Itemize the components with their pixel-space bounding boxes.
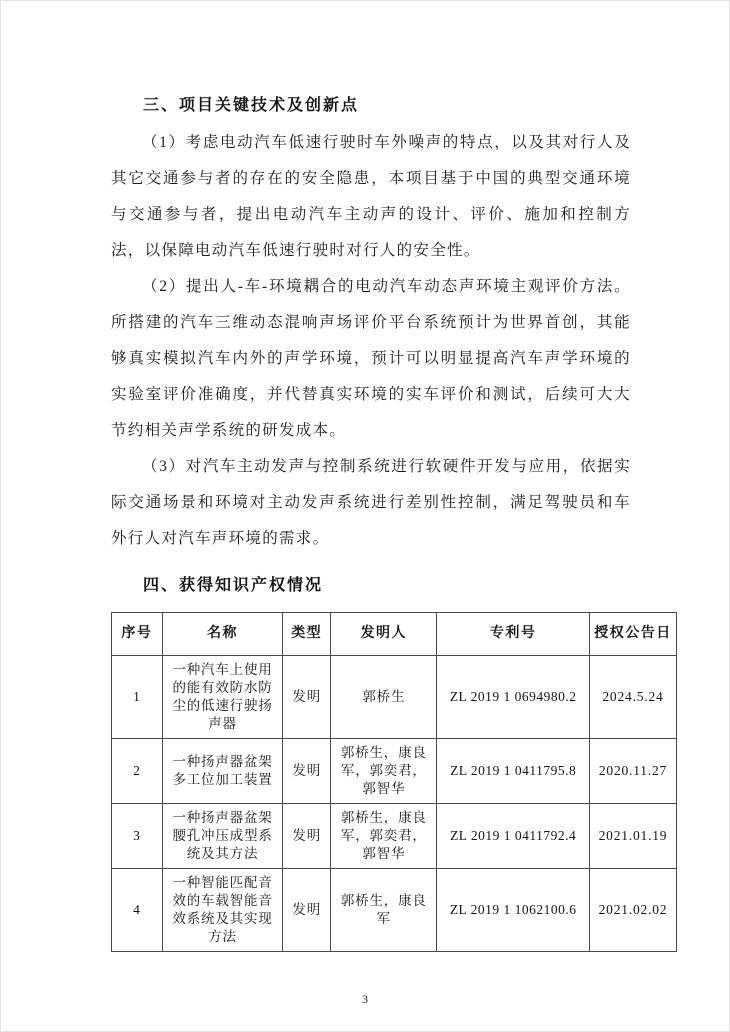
table-header-cell: 发明人	[331, 613, 437, 656]
table-row	[112, 869, 677, 952]
table-header-cell: 类型	[283, 613, 331, 656]
table-header-row	[112, 613, 677, 656]
table-cell: 发明	[283, 804, 331, 869]
table-cell: 1	[112, 656, 163, 739]
table-row	[112, 656, 677, 739]
document-body	[111, 87, 672, 952]
table-cell: 一种扬声器盆架多工位加工装置	[162, 739, 282, 804]
section3-paragraph-1: （1）考虑电动汽车低速行驶时车外噪声的特点，以及其对行人及其它交通参与者的存在的安全隐患，本项目基于中国的典型交通环境与交通参与者，提出电动汽车主动声的设计、评价、施加和控制方法，以保障电动汽车低速行驶时对行人的安全性。	[111, 134, 631, 259]
table-cell: 4	[112, 869, 163, 952]
table-cell: 郭桥生	[331, 656, 437, 739]
table-cell: 2020.11.27	[589, 739, 676, 804]
table-cell: ZL 2019 1 1062100.6	[437, 869, 590, 952]
table-row	[112, 739, 677, 804]
table-cell: ZL 2019 1 0411795.8	[437, 739, 590, 804]
table-header-cell: 授权公告日	[589, 613, 676, 656]
patents-table-body	[112, 656, 677, 952]
table-row	[112, 804, 677, 869]
table-cell: 2021.01.19	[589, 804, 676, 869]
page-number: 3	[362, 992, 368, 1006]
table-cell: 2024.5.24	[589, 656, 676, 739]
table-cell: 郭桥生，康良军	[331, 869, 437, 952]
table-cell: 发明	[283, 869, 331, 952]
table-cell: 一种扬声器盆架腰孔冲压成型系统及其方法	[162, 804, 282, 869]
table-cell: ZL 2019 1 0411792.4	[437, 804, 590, 869]
section4-heading: 四、获得知识产权情况	[143, 577, 324, 594]
patents-table	[111, 612, 677, 952]
table-header-cell: 名称	[162, 613, 282, 656]
table-header-cell: 序号	[112, 613, 163, 656]
table-cell: 3	[112, 804, 163, 869]
table-cell: 2021.02.02	[589, 869, 676, 952]
section3-heading: 三、项目关键技术及创新点	[143, 97, 360, 114]
table-cell: 一种智能匹配音效的车载智能音效系统及其实现方法	[162, 869, 282, 952]
table-cell: 发明	[283, 656, 331, 739]
table-cell: 2	[112, 739, 163, 804]
table-cell: 郭桥生，康良军，郭奕君，郭智华	[331, 804, 437, 869]
table-header-cell: 专利号	[437, 613, 590, 656]
section3-paragraph-3: （3）对汽车主动发声与控制系统进行软硬件开发与应用，依据实际交通场景和环境对主动发声系统进行差别性控制，满足驾驶员和车外行人对汽车声环境的需求。	[111, 458, 631, 547]
table-cell: 发明	[283, 739, 331, 804]
table-cell: ZL 2019 1 0694980.2	[437, 656, 590, 739]
section3-paragraph-2: （2）提出人-车-环境耦合的电动汽车动态声环境主观评价方法。所搭建的汽车三维动态混响声场评价平台系统预计为世界首创，其能够真实模拟汽车内外的声学环境，预计可以明显提高汽车声学环境的实验室评价准确度，并代替真实环境的实车评价和测试，后续可大大节约相关声学系统的研发成本。	[111, 278, 631, 439]
table-cell: 郭桥生，康良军，郭奕君，郭智华	[331, 739, 437, 804]
table-cell: 一种汽车上使用的能有效防水防尘的低速行驶扬声器	[162, 656, 282, 739]
